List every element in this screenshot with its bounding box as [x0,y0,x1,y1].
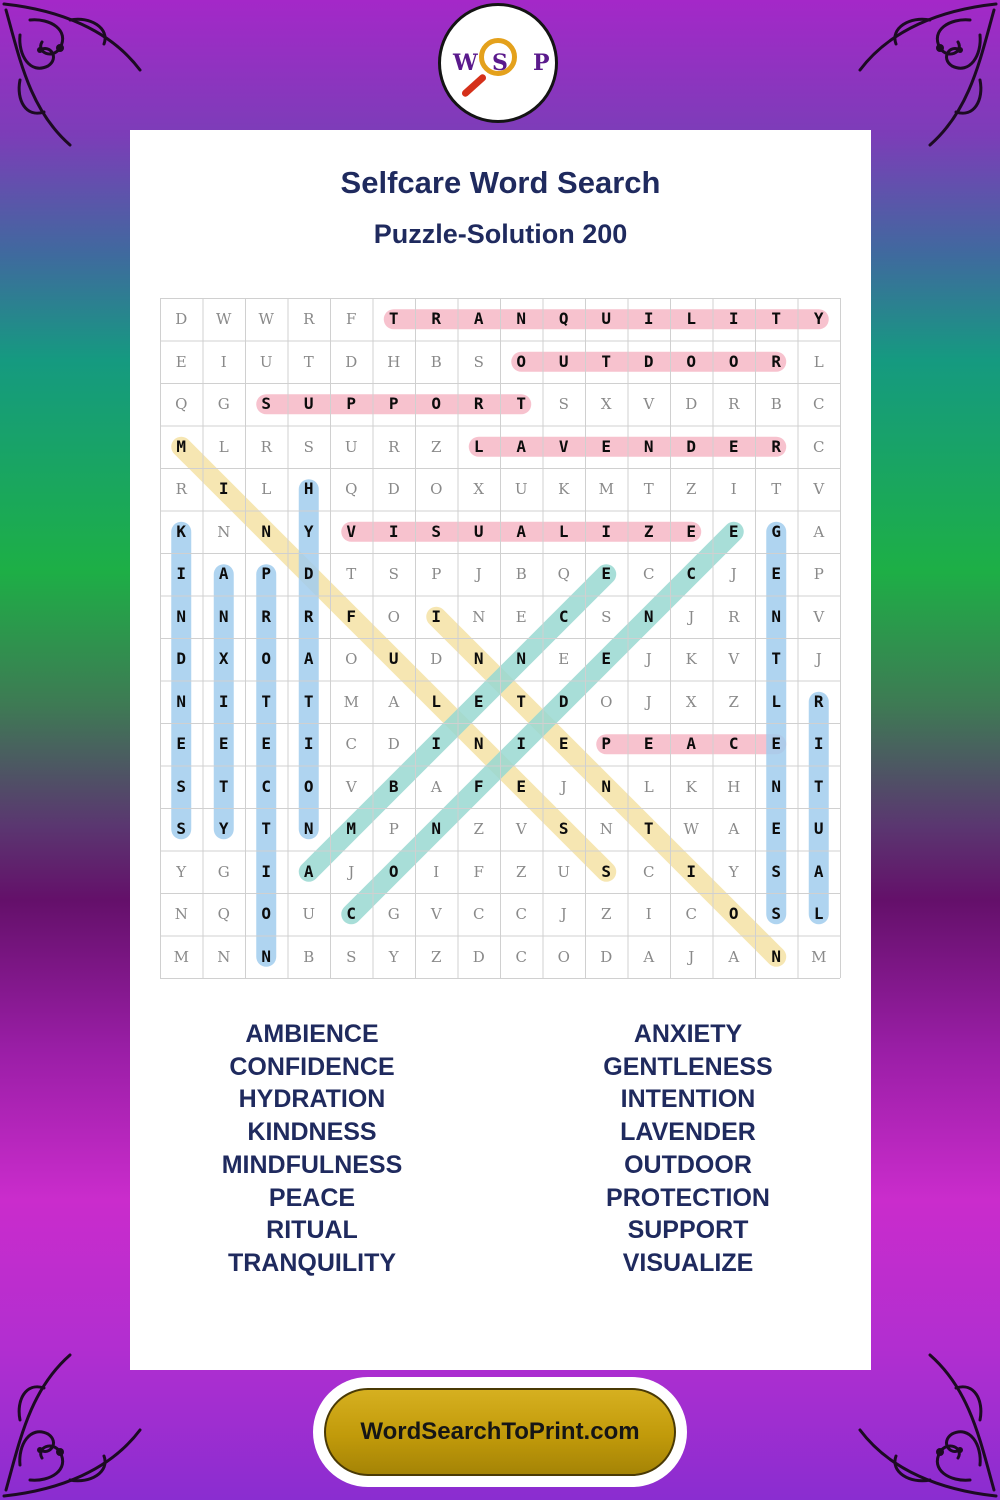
grid-cell[interactable]: V [643,395,655,413]
grid-cell[interactable]: O [387,607,400,626]
grid-cell[interactable]: V [515,820,527,838]
magnifier-handle-icon [461,73,488,98]
grid-cell[interactable]: C [346,904,357,923]
logo-letter-s: S [492,50,508,76]
grid-cell[interactable]: D [387,735,400,753]
grid-cell[interactable]: R [813,691,824,711]
grid-cell[interactable]: U [259,352,273,371]
grid-cell[interactable]: U [557,862,571,881]
grid-cell[interactable]: R [431,309,442,328]
grid-cell[interactable]: R [771,351,782,371]
grid-cell[interactable]: N [516,309,527,328]
grid-cell[interactable]: C [813,437,825,456]
grid-cell[interactable]: E [601,649,612,668]
grid-cell[interactable]: L [261,480,272,498]
grid-cell[interactable]: D [430,650,443,668]
grid-cell[interactable]: A [728,947,740,966]
grid-cell[interactable]: J [730,565,737,583]
grid-cell[interactable]: T [516,691,527,711]
grid-cell[interactable]: Z [601,905,612,923]
grid-cell[interactable]: E [176,734,187,753]
grid-cell[interactable]: P [388,394,399,413]
grid-cell[interactable]: U [388,649,399,668]
grid-cell[interactable]: W [258,310,274,328]
grid-cell[interactable]: O [600,692,613,711]
grid-cell[interactable]: S [388,565,399,583]
grid-cell[interactable]: O [388,861,399,881]
grid-cell[interactable]: S [601,607,612,626]
grid-cell[interactable]: C [643,862,655,881]
grid-cell[interactable]: E [728,521,739,541]
grid-cell[interactable]: D [686,436,697,456]
grid-cell[interactable]: O [430,480,443,498]
word-list-item: OUTDOOR [624,1150,752,1179]
flourish-ornament-top-right-icon [850,0,1000,150]
word-list-item: GENTLENESS [603,1052,773,1081]
grid-cell[interactable]: U [514,480,528,498]
flourish-ornament-bottom-right-icon [850,1350,1000,1500]
grid-cell[interactable]: E [516,776,527,796]
grid-cell[interactable]: T [261,691,272,711]
grid-cell[interactable]: R [260,437,272,456]
website-banner [313,1377,687,1487]
grid-cell[interactable]: G [771,521,782,541]
grid-cell[interactable]: V [345,777,357,796]
grid-cell[interactable]: N [771,606,782,626]
grid-cell[interactable]: Z [686,480,697,498]
grid-cell[interactable]: R [728,395,740,413]
grid-cell[interactable]: E [558,650,570,668]
page-title: Selfcare Word Search [340,165,661,200]
grid-cell[interactable]: S [558,395,569,413]
grid-cell[interactable]: T [218,776,229,796]
grid-cell[interactable]: Q [217,905,230,923]
grid-cell[interactable]: T [771,309,782,328]
grid-cell[interactable]: E [601,436,612,456]
grid-cell[interactable]: N [771,776,782,796]
grid-cell[interactable]: A [516,521,527,541]
grid-cell[interactable]: S [771,904,782,923]
grid-cell[interactable]: N [516,649,527,668]
grid-cell[interactable]: I [218,691,229,711]
grid-cell[interactable]: A [728,820,740,838]
grid-cell[interactable]: L [813,352,824,371]
grid-cell[interactable]: N [217,947,231,966]
grid-cell[interactable]: D [558,691,569,711]
grid-cell[interactable]: Y [813,309,824,328]
grid-cell[interactable]: D [643,351,654,371]
grid-cell[interactable]: Y [176,862,187,881]
grid-cell[interactable]: I [813,734,824,753]
grid-cell[interactable]: B [303,947,315,966]
grid-cell[interactable]: L [643,777,654,796]
grid-cell[interactable]: Z [728,692,739,711]
grid-cell[interactable]: D [387,480,400,498]
grid-cell[interactable]: T [303,352,314,371]
grid-cell[interactable]: C [686,564,697,583]
grid-cell[interactable]: N [261,521,272,541]
grid-cell[interactable]: I [303,734,314,753]
grid-cell[interactable]: P [388,820,399,838]
grid-cell[interactable]: V [728,650,740,668]
grid-cell[interactable]: O [431,394,442,413]
grid-cell[interactable]: T [601,351,612,371]
grid-cell[interactable]: N [217,522,231,541]
grid-cell[interactable]: I [431,734,442,753]
grid-cell[interactable]: M [811,947,827,966]
flourish-ornament-top-left-icon [0,0,150,150]
grid-cell[interactable]: T [813,776,824,796]
grid-cell[interactable]: L [686,309,697,328]
grid-cell[interactable]: R [728,607,740,626]
grid-cell[interactable]: X [218,649,229,668]
grid-cell[interactable]: U [558,351,569,371]
word-list-item: RITUAL [266,1216,358,1245]
grid-cell[interactable]: A [643,947,655,966]
grid-cell[interactable]: B [430,352,442,371]
grid-cell[interactable]: O [261,649,272,668]
page-subtitle: Puzzle-Solution 200 [373,219,628,249]
grid-cell[interactable]: F [473,776,484,796]
grid-cell[interactable]: Q [175,395,188,413]
grid-cell[interactable]: H [303,479,314,498]
grid-cell[interactable]: V [813,480,825,498]
grid-cell[interactable]: T [771,480,782,498]
grid-cell[interactable]: A [813,861,824,881]
grid-cell[interactable]: R [303,310,315,328]
grid-cell[interactable]: A [473,309,484,328]
grid-cell[interactable]: E [261,734,272,753]
grid-cell[interactable]: Z [431,947,442,966]
grid-cell[interactable]: V [430,905,442,923]
grid-cell[interactable]: T [303,691,314,711]
grid-cell[interactable]: E [771,734,782,753]
grid-cell[interactable]: D [600,947,613,966]
grid-cell[interactable]: A [516,436,527,456]
word-search-grid [160,298,841,979]
word-list-item: ANXIETY [633,1020,743,1048]
grid-cell[interactable]: K [558,480,570,498]
word-list-item: PROTECTION [606,1183,770,1212]
grid-cell[interactable]: H [727,777,741,796]
grid-cell[interactable]: S [176,776,187,796]
grid-cell[interactable]: Y [218,819,229,838]
grid-cell[interactable]: S [431,521,442,541]
grid-cell[interactable]: S [261,394,272,413]
grid-cell[interactable]: I [261,861,272,881]
grid-cell[interactable]: P [346,394,357,413]
wsp-logo [438,3,558,123]
grid-cell[interactable]: T [643,819,654,838]
grid-cell[interactable]: I [645,905,652,923]
word-list-item: CONFIDENCE [229,1052,395,1081]
grid-cell[interactable]: T [261,819,272,838]
grid-cell[interactable]: J [815,650,822,668]
grid-cell[interactable]: Q [558,309,569,328]
grid-cell[interactable]: C [558,606,569,626]
grid-cell[interactable]: R [771,436,782,456]
grid-cell[interactable]: P [261,564,272,583]
grid-cell[interactable]: N [303,819,314,838]
grid-cell[interactable]: N [174,905,188,923]
grid-cell[interactable]: A [303,649,314,668]
grid-cell[interactable]: N [218,606,229,626]
grid-cell[interactable]: S [601,861,612,881]
grid-cell[interactable]: V [813,607,825,626]
grid-cell[interactable]: N [601,776,612,796]
grid-cell[interactable]: E [473,691,484,711]
grid-cell[interactable]: R [303,606,314,626]
grid-cell[interactable]: Y [728,862,739,881]
grid-cell[interactable]: C [643,565,655,583]
grid-cell[interactable]: R [473,394,484,413]
grid-cell[interactable]: F [473,862,484,881]
word-list-item: KINDNESS [247,1118,377,1147]
grid-cell[interactable]: U [601,309,612,328]
word-list-item: INTENTION [620,1085,756,1114]
grid-cell[interactable]: C [685,905,697,923]
grid-cell[interactable]: M [598,480,614,498]
grid-cell[interactable]: F [346,310,357,328]
grid-cell[interactable]: S [558,819,569,838]
word-list-item: SUPPORT [627,1216,749,1245]
grid-cell[interactable]: J [475,565,482,583]
grid-cell[interactable]: B [388,776,399,796]
grid-cell[interactable]: U [303,394,314,413]
grid-cell[interactable]: E [601,564,612,583]
grid-cell[interactable]: M [176,436,187,456]
grid-cell[interactable]: I [730,480,737,498]
grid-cell[interactable]: L [473,436,484,456]
grid-cell[interactable]: G [217,862,230,881]
grid-cell[interactable]: D [175,310,188,328]
grid-cell[interactable]: D [685,395,698,413]
logo-letter-p: P [533,50,550,76]
grid-cell[interactable]: X [600,395,612,413]
grid-cell[interactable]: N [431,819,442,838]
word-list-item: TRANQUILITY [227,1248,397,1277]
grid-cell[interactable]: T [388,309,399,328]
grid-cell[interactable]: O [686,351,697,371]
grid-cell[interactable]: J [688,607,695,626]
grid-cell[interactable]: U [302,905,316,923]
grid-cell[interactable]: A [430,777,442,796]
grid-cell[interactable]: N [473,649,484,668]
grid-cell[interactable]: I [601,521,612,541]
grid-cell[interactable]: J [560,905,567,923]
grid-cell[interactable]: A [813,522,825,541]
grid-cell[interactable]: J [645,692,652,711]
grid-cell[interactable]: O [728,904,739,923]
grid-cell[interactable]: R [261,606,272,626]
grid-cell[interactable]: N [643,436,654,456]
grid-cell[interactable]: N [771,946,782,966]
grid-cell[interactable]: A [303,861,314,881]
grid-cell[interactable]: U [473,521,484,541]
grid-cell[interactable]: Q [345,480,358,498]
grid-cell[interactable]: N [473,734,484,753]
grid-cell[interactable]: J [348,862,355,881]
grid-cell[interactable]: E [218,734,229,753]
grid-cell[interactable]: I [220,352,227,371]
grid-cell[interactable]: S [346,947,357,966]
grid-cell[interactable]: D [176,649,187,668]
word-list-item: VISUALIZE [622,1248,754,1277]
grid-cell[interactable]: Y [388,947,399,966]
grid-cell[interactable]: U [813,819,824,838]
grid-cell[interactable]: R [388,437,400,456]
grid-cell[interactable]: X [685,692,697,711]
grid-cell[interactable]: T [346,565,357,583]
grid-cell[interactable]: I [388,521,399,541]
word-list-left [162,1018,462,1280]
grid-cell[interactable]: E [771,564,782,583]
grid-cell[interactable]: Z [431,437,442,456]
grid-cell[interactable]: E [643,734,654,753]
grid-cell[interactable]: C [473,905,485,923]
grid-cell[interactable]: K [685,777,697,796]
grid-cell[interactable]: M [346,819,357,838]
word-list-right [538,1018,838,1280]
grid-cell[interactable]: K [176,521,187,541]
grid-cell[interactable]: I [686,861,697,881]
grid-cell[interactable]: S [771,861,782,881]
grid-cell[interactable]: W [683,820,699,838]
puzzle-card [130,130,871,1370]
grid-cell[interactable]: R [175,480,187,498]
grid-cell[interactable]: N [261,946,272,966]
grid-cell[interactable]: L [558,521,569,541]
grid-cell[interactable]: E [515,607,527,626]
grid-cell[interactable]: Y [303,521,314,541]
grid-cell[interactable]: D [345,352,358,371]
grid-cell[interactable]: J [645,650,652,668]
word-list-item: MINDFULNESS [221,1150,403,1179]
grid-cell[interactable]: L [218,437,229,456]
grid-cell[interactable]: P [431,565,442,583]
grid-cell[interactable]: E [771,819,782,838]
grid-cell[interactable]: V [558,436,569,456]
grid-cell[interactable]: A [218,564,229,583]
grid-cell[interactable]: E [558,734,569,753]
grid-cell[interactable]: C [345,735,357,753]
grid-cell[interactable]: Z [643,521,654,541]
grid-cell[interactable]: V [346,521,357,541]
grid-cell[interactable]: E [686,521,697,541]
grid-cell[interactable]: K [685,650,697,668]
grid-cell[interactable]: O [261,904,272,923]
grid-cell[interactable]: X [473,480,485,498]
grid-cell[interactable]: C [515,947,527,966]
grid-cell[interactable]: S [303,437,314,456]
grid-cell[interactable]: L [431,691,442,711]
grid-cell[interactable]: S [176,819,187,838]
grid-cell[interactable]: F [346,606,357,626]
grid-cell[interactable]: N [472,607,486,626]
grid-cell[interactable]: P [601,734,612,753]
grid-cell[interactable]: O [516,351,527,371]
grid-cell[interactable]: O [557,947,570,966]
grid-cell[interactable]: N [643,606,654,626]
grid-cell[interactable]: P [813,565,824,583]
grid-cell[interactable]: G [387,905,400,923]
grid-cell[interactable]: E [175,352,187,371]
grid-cell[interactable]: U [344,437,358,456]
grid-cell[interactable]: O [303,776,314,796]
grid-cell[interactable]: I [728,309,739,328]
grid-cell[interactable]: C [813,395,825,413]
grid-cell[interactable]: T [643,480,654,498]
grid-cell[interactable]: I [431,606,442,626]
grid-cell[interactable]: Z [516,862,527,881]
grid-cell[interactable]: B [770,395,782,413]
grid-cell[interactable]: I [218,479,229,498]
grid-cell[interactable]: Z [473,820,484,838]
grid-cell[interactable]: H [387,352,401,371]
grid-cell[interactable]: D [472,947,485,966]
grid-cell[interactable]: Q [557,565,570,583]
website-badge[interactable] [324,1388,676,1476]
grid-cell[interactable]: I [643,309,654,328]
grid-cell[interactable]: O [345,650,358,668]
grid-cell[interactable]: G [217,395,230,413]
grid-cell[interactable]: J [560,777,567,796]
grid-cell[interactable]: T [516,394,527,413]
grid-cell[interactable]: M [173,947,189,966]
grid-cell[interactable]: A [686,734,697,753]
word-list-item: HYDRATION [238,1085,386,1114]
word-list-item: PEACE [268,1183,356,1212]
grid-cell[interactable]: L [813,904,824,923]
grid-cell[interactable]: W [216,310,232,328]
grid-cell[interactable]: N [599,820,613,838]
grid-cell[interactable]: E [728,436,739,456]
grid-cell[interactable]: C [261,776,272,796]
grid-cell[interactable]: B [515,565,527,583]
grid-cell[interactable]: L [771,691,782,711]
flourish-ornament-bottom-left-icon [0,1350,150,1500]
logo-letter-w: W [453,50,478,76]
grid-cell[interactable]: C [728,734,739,753]
grid-cell[interactable]: J [688,947,695,966]
grid-cell[interactable]: S [473,352,484,371]
grid-cell[interactable]: N [176,691,187,711]
grid-cell[interactable]: I [176,564,187,583]
grid-cell[interactable]: T [771,649,782,668]
grid-cell[interactable]: I [433,862,440,881]
grid-cell[interactable]: M [343,692,359,711]
grid-cell[interactable]: N [176,606,187,626]
grid-cell[interactable]: I [516,734,527,753]
word-list-item: AMBIENCE [245,1020,379,1048]
grid-cell[interactable]: A [388,692,400,711]
word-list-item: LAVENDER [620,1118,756,1147]
grid-cell[interactable]: C [515,905,527,923]
grid-cell[interactable]: O [728,351,739,371]
grid-cell[interactable]: D [303,564,314,583]
website-url[interactable]: WordSearchToPrint.com [360,1418,640,1445]
